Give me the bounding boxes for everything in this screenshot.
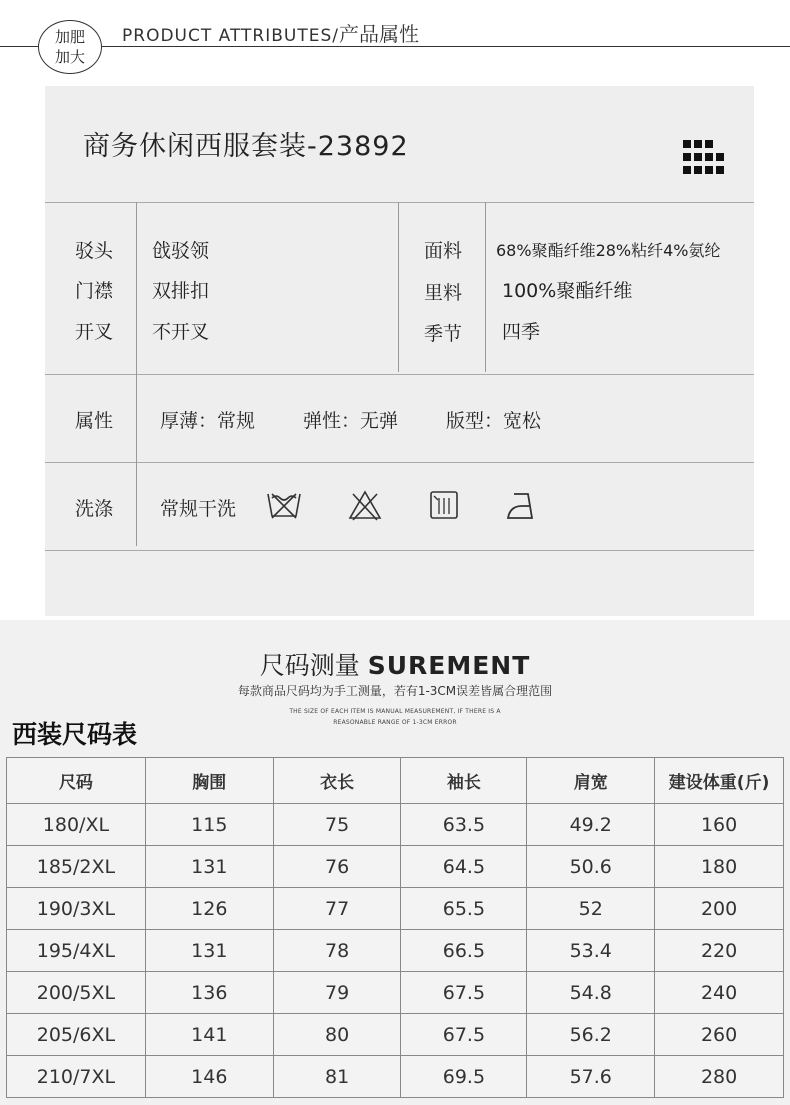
- wash-label: 洗涤: [75, 498, 114, 520]
- table-cell: 50.6: [527, 846, 655, 888]
- no-bleach-icon: [347, 488, 383, 522]
- no-wash-icon: [266, 488, 302, 522]
- table-cell: 49.2: [527, 804, 655, 846]
- column-divider: [485, 202, 486, 372]
- properties-label: 属性: [75, 410, 114, 432]
- section-title: [122, 18, 419, 47]
- table-cell: 131: [145, 930, 273, 972]
- measurement-subtitle: 每款商品尺码均为手工测量，若有1-3CM误差皆属合理范围: [237, 684, 553, 698]
- measurement-title-cn: 尺码测量: [259, 651, 368, 680]
- size-table-title: 西装尺码表: [12, 720, 138, 749]
- table-row: [7, 930, 784, 972]
- table-cell: 57.6: [527, 1056, 655, 1098]
- product-name: 商务休闲西服套装-23892: [83, 131, 409, 162]
- drip-dry-icon: [426, 488, 462, 522]
- lining-label: 里料: [424, 282, 463, 304]
- table-cell: 180/XL: [7, 804, 146, 846]
- column-divider: [398, 202, 399, 372]
- table-cell: 64.5: [401, 846, 527, 888]
- column-divider: [136, 202, 137, 546]
- header-length: 衣长: [273, 758, 401, 804]
- placket-label: 门襟: [75, 280, 114, 302]
- table-cell: 67.5: [401, 972, 527, 1014]
- divider: [45, 462, 754, 463]
- measurement-title: [0, 646, 790, 682]
- table-cell: 53.4: [527, 930, 655, 972]
- header-sleeve: 袖长: [401, 758, 527, 804]
- divider: [45, 374, 754, 375]
- table-row: [7, 1014, 784, 1056]
- table-cell: 78: [273, 930, 401, 972]
- table-cell: 280: [655, 1056, 784, 1098]
- table-cell: 52: [527, 888, 655, 930]
- table-cell: 205/6XL: [7, 1014, 146, 1056]
- table-cell: 185/2XL: [7, 846, 146, 888]
- table-cell: 210/7XL: [7, 1056, 146, 1098]
- table-cell: 66.5: [401, 930, 527, 972]
- table-cell: 115: [145, 804, 273, 846]
- badge-line-1: 加肥: [54, 28, 85, 46]
- lapel-label: 驳头: [75, 240, 114, 262]
- table-cell: 63.5: [401, 804, 527, 846]
- table-cell: 146: [145, 1056, 273, 1098]
- measurement-title-en: SUREMENT: [367, 651, 531, 680]
- table-cell: 56.2: [527, 1014, 655, 1056]
- fabric-value: 68%聚酯纤维28%粘纤4%氨纶: [496, 241, 721, 260]
- lapel-value: 戗驳领: [152, 240, 210, 262]
- header-chest: 胸围: [145, 758, 273, 804]
- table-cell: 200: [655, 888, 784, 930]
- table-cell: 54.8: [527, 972, 655, 1014]
- table-cell: 76: [273, 846, 401, 888]
- header-size: 尺码: [7, 758, 146, 804]
- divider: [45, 550, 754, 551]
- table-cell: 67.5: [401, 1014, 527, 1056]
- season-value: 四季: [502, 321, 541, 343]
- section-title-cn: 产品属性: [339, 22, 419, 46]
- table-cell: 200/5XL: [7, 972, 146, 1014]
- table-cell: 136: [145, 972, 273, 1014]
- fabric-label: 面料: [424, 240, 463, 262]
- table-cell: 220: [655, 930, 784, 972]
- placket-value: 双排扣: [152, 280, 210, 302]
- table-cell: 81: [273, 1056, 401, 1098]
- elasticity-value: 弹性：无弹: [303, 410, 399, 432]
- table-cell: 260: [655, 1014, 784, 1056]
- table-cell: 126: [145, 888, 273, 930]
- table-cell: 79: [273, 972, 401, 1014]
- attributes-panel: [45, 86, 754, 616]
- table-row: [7, 888, 784, 930]
- table-row: [7, 972, 784, 1014]
- plus-size-badge: [38, 20, 102, 74]
- table-cell: 190/3XL: [7, 888, 146, 930]
- header-weight: 建设体重(斤): [655, 758, 784, 804]
- table-row: [7, 804, 784, 846]
- lining-value: 100%聚酯纤维: [502, 280, 633, 302]
- section-title-en: PRODUCT ATTRIBUTES/: [122, 26, 339, 46]
- iron-icon: [504, 488, 540, 522]
- table-header-row: [7, 758, 784, 804]
- divider: [45, 202, 754, 203]
- vent-label: 开叉: [75, 321, 114, 343]
- table-row: [7, 1056, 784, 1098]
- fit-value: 版型：宽松: [446, 410, 542, 432]
- table-cell: 75: [273, 804, 401, 846]
- table-cell: 131: [145, 846, 273, 888]
- table-cell: 77: [273, 888, 401, 930]
- table-cell: 65.5: [401, 888, 527, 930]
- season-label: 季节: [424, 323, 463, 345]
- grid-menu-icon[interactable]: [683, 140, 723, 178]
- table-row: [7, 846, 784, 888]
- table-cell: 180: [655, 846, 784, 888]
- table-cell: 195/4XL: [7, 930, 146, 972]
- header-shoulder: 肩宽: [527, 758, 655, 804]
- vent-value: 不开叉: [152, 321, 210, 343]
- measurement-note-line-1: THE SIZE OF EACH ITEM IS MANUAL MEASUREMENT, IF THERE IS A: [289, 708, 501, 715]
- thickness-value: 厚薄：常规: [160, 410, 256, 432]
- table-cell: 160: [655, 804, 784, 846]
- badge-line-2: 加大: [54, 48, 85, 66]
- table-cell: 80: [273, 1014, 401, 1056]
- measurement-note-line-2: REASONABLE RANGE OF 1-3CM ERROR: [333, 719, 457, 726]
- wash-value: 常规干洗: [160, 498, 237, 520]
- table-cell: 240: [655, 972, 784, 1014]
- size-table: [6, 757, 784, 1098]
- table-cell: 69.5: [401, 1056, 527, 1098]
- table-cell: 141: [145, 1014, 273, 1056]
